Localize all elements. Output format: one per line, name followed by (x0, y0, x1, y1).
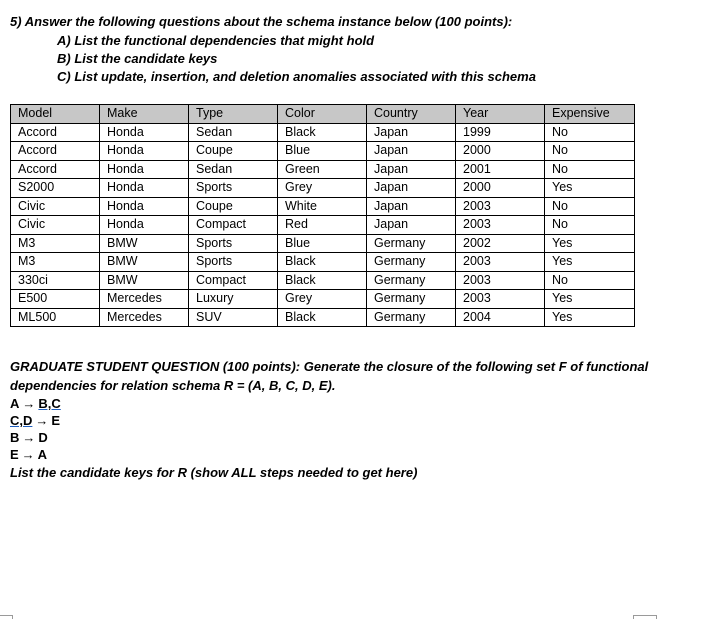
cell-color: Blue (278, 234, 367, 253)
cell-expensive: No (545, 123, 635, 142)
table-row (11, 290, 635, 309)
cell-year: 1999 (456, 123, 545, 142)
cell-model: Accord (11, 160, 100, 179)
cell-country: Germany (367, 253, 456, 272)
cell-color: Red (278, 216, 367, 235)
column-header-model: Model (11, 105, 100, 124)
cell-type: Coupe (189, 142, 278, 161)
cell-type: SUV (189, 308, 278, 327)
cell-color: Blue (278, 142, 367, 161)
table-header-row (11, 105, 635, 124)
cell-color: Green (278, 160, 367, 179)
cell-make: Honda (100, 123, 189, 142)
cell-type: Sedan (189, 160, 278, 179)
column-header-color: Color (278, 105, 367, 124)
cell-expensive: Yes (545, 253, 635, 272)
cell-color: Black (278, 308, 367, 327)
cell-color: Black (278, 253, 367, 272)
fd-lhs: A (10, 396, 20, 411)
cell-color: White (278, 197, 367, 216)
cell-model: Civic (11, 216, 100, 235)
cell-type: Compact (189, 271, 278, 290)
cell-year: 2000 (456, 179, 545, 198)
functional-dependency (10, 413, 60, 429)
cell-make: Honda (100, 216, 189, 235)
cell-type: Coupe (189, 197, 278, 216)
cell-model: M3 (11, 234, 100, 253)
question-part-c: C) List update, insertion, and deletion anomalies associated with this schema (57, 69, 536, 84)
cell-country: Japan (367, 123, 456, 142)
cell-make: BMW (100, 234, 189, 253)
cell-make: Honda (100, 160, 189, 179)
table-row (11, 123, 635, 142)
table-row (11, 142, 635, 161)
cell-expensive: No (545, 142, 635, 161)
cell-type: Sports (189, 253, 278, 272)
arrow-right-icon: → (22, 430, 36, 445)
cell-year: 2004 (456, 308, 545, 327)
cell-model: S2000 (11, 179, 100, 198)
fd-rhs: A (37, 447, 48, 462)
cell-make: Honda (100, 179, 189, 198)
cell-country: Germany (367, 308, 456, 327)
table-row (11, 253, 635, 272)
cell-color: Grey (278, 179, 367, 198)
cell-model: 330ci (11, 271, 100, 290)
fd-rhs: E (51, 413, 61, 428)
cell-country: Germany (367, 234, 456, 253)
cell-expensive: No (545, 216, 635, 235)
cell-color: Grey (278, 290, 367, 309)
cell-model: Accord (11, 123, 100, 142)
cell-country: Japan (367, 216, 456, 235)
cell-make: Mercedes (100, 290, 189, 309)
cell-type: Sports (189, 234, 278, 253)
cell-expensive: No (545, 160, 635, 179)
cell-country: Japan (367, 142, 456, 161)
cell-country: Germany (367, 290, 456, 309)
cell-expensive: No (545, 197, 635, 216)
cell-type: Compact (189, 216, 278, 235)
cell-year: 2003 (456, 253, 545, 272)
cell-model: Accord (11, 142, 100, 161)
arrow-right-icon: → (35, 413, 49, 428)
cell-country: Japan (367, 179, 456, 198)
cell-make: BMW (100, 271, 189, 290)
functional-dependency (10, 430, 48, 446)
table-row (11, 308, 635, 327)
table-row (11, 234, 635, 253)
fd-lhs: C,D (10, 413, 33, 428)
question-part-a: A) List the functional dependencies that might hold (57, 33, 375, 48)
cell-color: Black (278, 123, 367, 142)
table-row (11, 160, 635, 179)
functional-dependency (10, 396, 61, 412)
cell-country: Japan (367, 197, 456, 216)
cell-year: 2000 (456, 142, 545, 161)
fd-rhs: B,C (38, 396, 61, 411)
column-header-year: Year (456, 105, 545, 124)
column-header-country: Country (367, 105, 456, 124)
table-row (11, 216, 635, 235)
graduate-question: GRADUATE STUDENT QUESTION (100 points): Generate the closure of the following set F of functional dependencies for relation schema R = (A, B, C, D, E). (10, 359, 649, 393)
cell-year: 2003 (456, 216, 545, 235)
table-row (11, 271, 635, 290)
cell-year: 2003 (456, 197, 545, 216)
cell-expensive: Yes (545, 179, 635, 198)
candidate-keys-question: List the candidate keys for R (show ALL steps needed to get here) (10, 465, 418, 480)
cell-year: 2003 (456, 271, 545, 290)
cell-year: 2001 (456, 160, 545, 179)
schema-instance-table (10, 104, 635, 327)
cell-color: Black (278, 271, 367, 290)
cell-type: Sedan (189, 123, 278, 142)
cell-make: Honda (100, 142, 189, 161)
question-part-b: B) List the candidate keys (57, 51, 218, 66)
fd-lhs: B (10, 430, 20, 445)
cell-country: Germany (367, 271, 456, 290)
functional-dependency (10, 447, 47, 463)
table-row (11, 197, 635, 216)
cell-make: Honda (100, 197, 189, 216)
column-header-type: Type (189, 105, 278, 124)
cell-year: 2003 (456, 290, 545, 309)
cell-expensive: Yes (545, 234, 635, 253)
cell-make: Mercedes (100, 308, 189, 327)
arrow-right-icon: → (21, 447, 35, 462)
cell-model: E500 (11, 290, 100, 309)
fd-lhs: E (10, 447, 19, 462)
page-corner-mark (0, 615, 13, 619)
cell-model: ML500 (11, 308, 100, 327)
cell-model: Civic (11, 197, 100, 216)
cell-expensive: Yes (545, 290, 635, 309)
column-header-make: Make (100, 105, 189, 124)
question-title: 5) Answer the following questions about the schema instance below (100 points): (10, 14, 513, 29)
cell-expensive: No (545, 271, 635, 290)
page-corner-mark (633, 615, 657, 619)
cell-year: 2002 (456, 234, 545, 253)
arrow-right-icon: → (22, 396, 36, 411)
cell-make: BMW (100, 253, 189, 272)
fd-rhs: D (38, 430, 48, 445)
cell-expensive: Yes (545, 308, 635, 327)
table-row (11, 179, 635, 198)
cell-model: M3 (11, 253, 100, 272)
column-header-expensive: Expensive (545, 105, 635, 124)
cell-type: Sports (189, 179, 278, 198)
cell-type: Luxury (189, 290, 278, 309)
cell-country: Japan (367, 160, 456, 179)
